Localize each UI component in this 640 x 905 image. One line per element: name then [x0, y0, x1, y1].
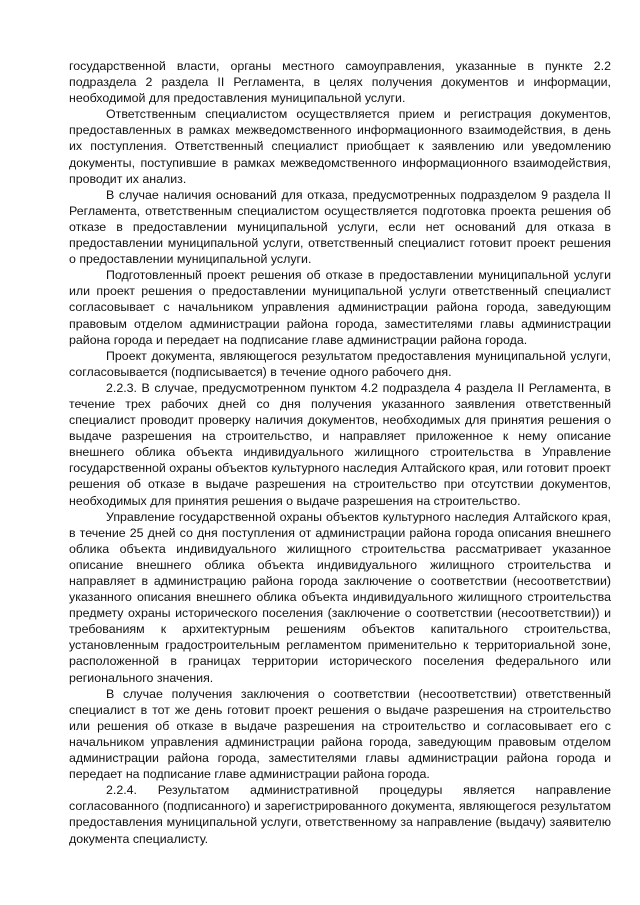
paragraph-continuation: государственной власти, органы местного самоуправления, указанные в пункте 2.2 подраздела 2 раздела II Регламента, в целях получения документов и информации, необходимой для предоставления муниципальной услуги. — [69, 59, 611, 106]
paragraph-heritage-office: Управление государственной охраны объектов культурного наследия Алтайского края, в течение 25 дней со дня поступления от администрации района города описания внешнего облика объекта индивидуального жилищного строительства рассматривает указанное описание внешнего облика объекта индивидуального жилищного строительства и направляет в администрацию района города заключение о соответствии (несоответствии) указанного описания внешнего облика объекта индивидуального жилищного строительства предмету охраны исторического поселения (заключение о соответствии (несоответствии)) и требованиям к архитектурным решениям объектов капитального строительства, установленным градостроительным регламентом применительно к территориальной зоне, расположенной в границах территории исторического поселения федерального или регионального значения. — [69, 509, 611, 685]
paragraph-conclusion-received: В случае получения заключения о соответствии (несоответствии) ответственный специалист в тот же день готовит проект решения о выдаче разрешения на строительство или решения об отказе в выдаче разрешения на строительство и согласовывает его с начальником управления администрации района города, заведующим правовым отделом администрации района города, заместителями главы администрации района города и передает на подписание главе администрации района города. — [69, 686, 611, 782]
paragraph-registration: Ответственным специалистом осуществляется прием и регистрация документов, предоставленных в рамках межведомственного информационного взаимодействия, в день их поступления. Ответственный специалист приобщает к заявлению или уведомлению документы, поступившие в рамках межведомственного информационного взаимодействия, проводит их анализ. — [69, 107, 611, 186]
document-page — [69, 58, 611, 847]
paragraph-2-2-4: 2.2.4. Результатом административной процедуры является направление согласованного (подписанного) и зарегистрированного документа, являющегося результатом предоставления муниципальной услуги, ответственному за направление (выдачу) заявителю документа специалисту. — [69, 783, 611, 846]
paragraph-approval: Подготовленный проект решения об отказе в предоставлении муниципальной услуги или проект решения о предоставлении муниципальной услуги ответственный специалист согласовывает с начальником управления администрации района города, заведующим правовым отделом администрации района города, заместителями главы администрации района города и передает на подписание главе администрации района города. — [69, 268, 611, 347]
paragraph-refusal-grounds: В случае наличия оснований для отказа, предусмотренных подразделом 9 раздела II Регламента, ответственным специалистом осуществляется подготовка проекта решения об отказе в предоставлении муниципальной услуги, если нет оснований для отказа в предоставлении муниципальной услуги, ответственный специалист готовит проект решения о предоставлении муниципальной услуги. — [69, 187, 611, 267]
paragraph-2-2-3: 2.2.3. В случае, предусмотренном пунктом 4.2 подраздела 4 раздела II Регламента, в течение трех рабочих дней со дня получения указанного заявления ответственный специалист проводит проверку наличия документов, необходимых для принятия решения о выдаче разрешения на строительство, и направляет приложенное к нему описание внешнего облика объекта индивидуального жилищного строительства в Управление государственной охраны объектов культурного наследия Алтайского края, или готовит проект решения об отказе в выдаче разрешения на строительство при отсутствии документов, необходимых для принятия решения о выдаче разрешения на строительство. — [69, 380, 611, 508]
paragraph-signing-term: Проект документа, являющегося результатом предоставления муниципальной услуги, согласовывается (подписывается) в течение одного рабочего дня. — [69, 348, 611, 379]
